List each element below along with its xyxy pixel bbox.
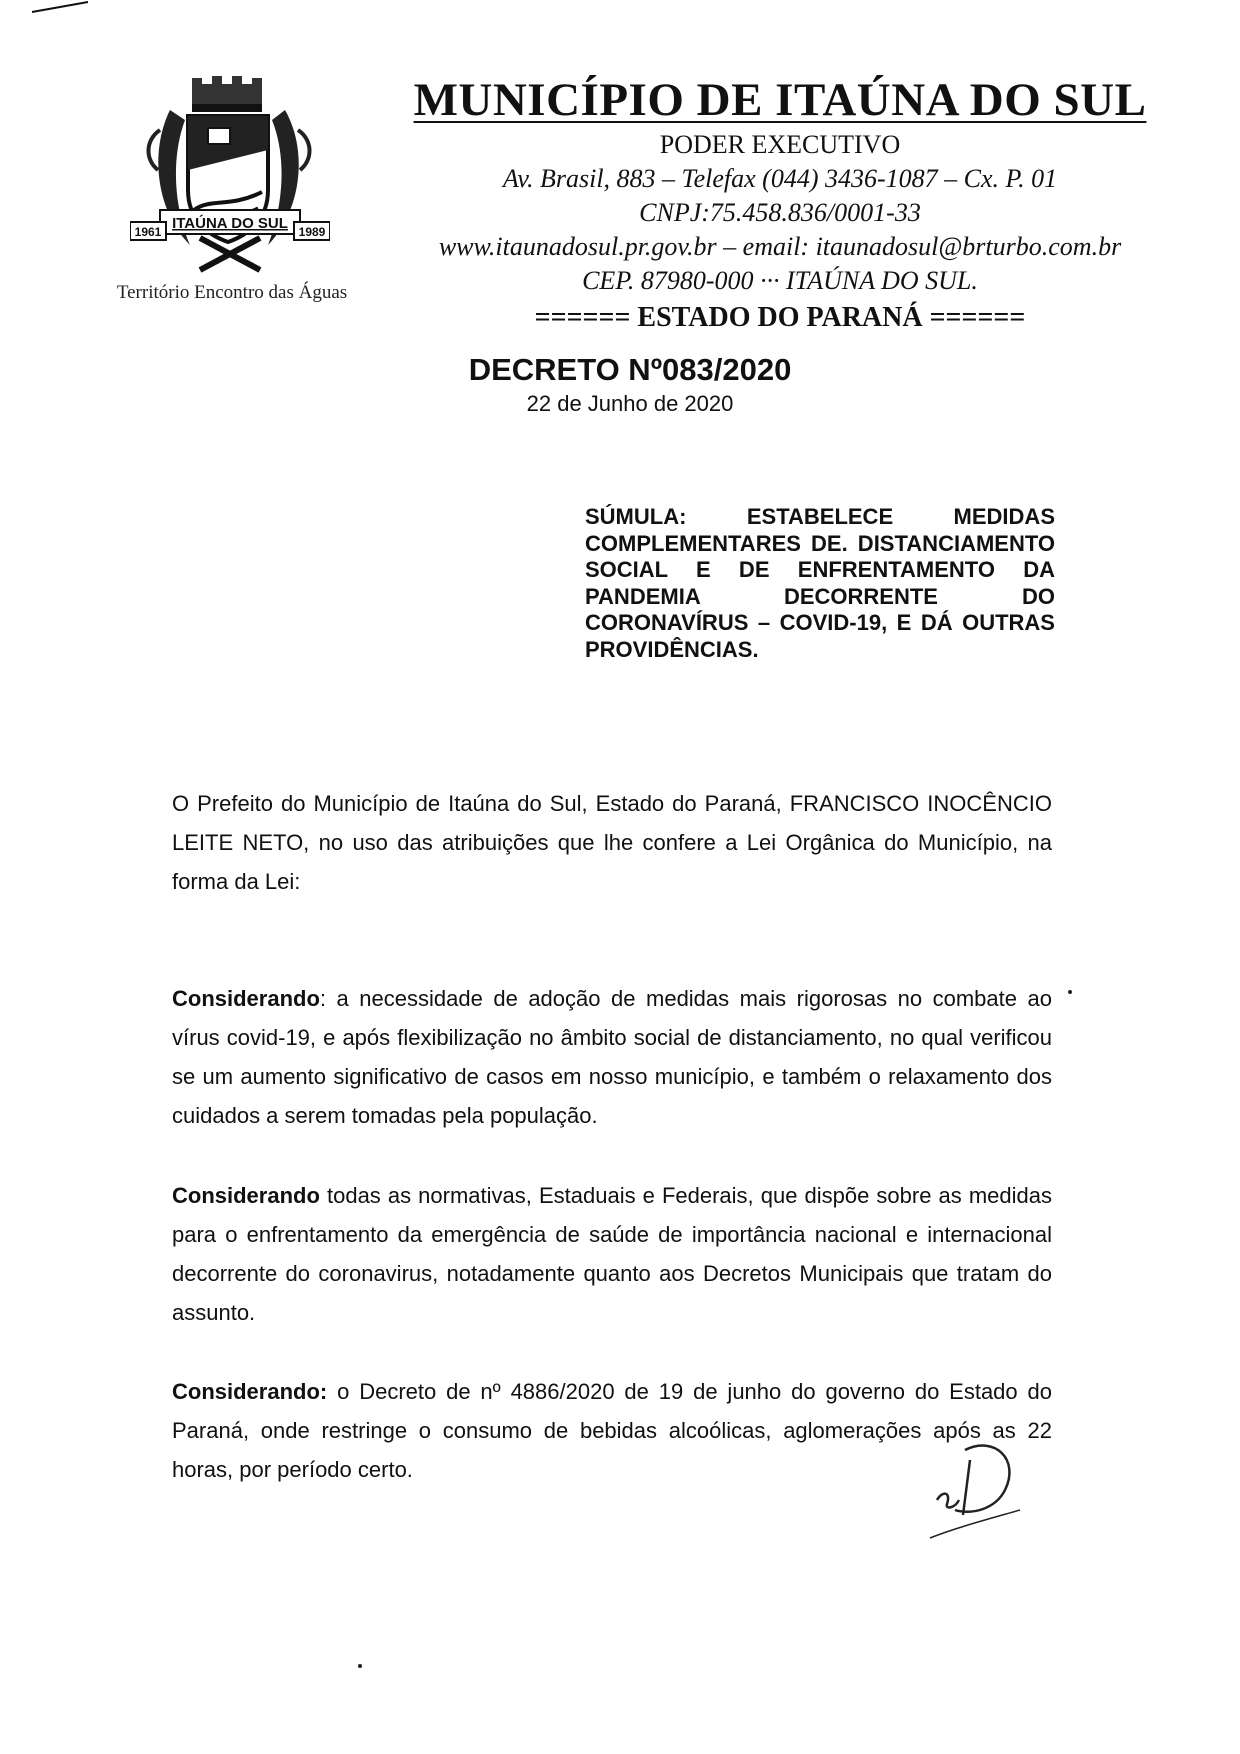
cnpj-line: CNPJ:75.458.836/0001-33	[639, 198, 921, 227]
municipal-coat-of-arms	[130, 70, 330, 280]
considerando-text: o Decreto de nº 4886/2020 de 19 de junho do governo do Estado do Paraná, onde restringe o consumo de bebidas alcoólicas, aglomerações após as 22 horas, por período certo.	[172, 1379, 1052, 1482]
considerando-paragraph-2	[172, 1176, 1052, 1332]
crest-year-left: 1961	[134, 225, 162, 239]
cep-line: CEP. 87980-000 ··· ITAÚNA DO SUL.	[582, 266, 978, 295]
branch-name: PODER EXECUTIVO	[659, 130, 901, 159]
crest-banner-text: ITAÚNA DO SUL	[172, 215, 288, 232]
considerando-text: todas as normativas, Estaduais e Federais, que dispõe sobre as medidas para o enfrentamento da emergência de saúde de importância nacional e internacional decorrente do coronavirus, notadamente quanto aos Decretos Municipais que tratam do assunto.	[172, 1183, 1052, 1325]
address-line: Av. Brasil, 883 – Telefax (044) 3436-1087 – Cx. P. 01	[502, 164, 1058, 193]
considerando-text: : a necessidade de adoção de medidas mais rigorosas no combate ao vírus covid-19, e após flexibilização no âmbito social de distanciamento, no qual verificou se um aumento significativo de casos em nosso município, e também o relaxamento dos cuidados a serem tomadas pela população.	[172, 986, 1052, 1128]
decree-date: 22 de Junho de 2020	[526, 391, 734, 416]
considerando-paragraph-3	[172, 1372, 1052, 1489]
decree-title: DECRETO Nº083/2020	[468, 352, 792, 387]
letterhead	[330, 72, 1230, 338]
scan-corner-mark	[30, 0, 90, 14]
scan-speck	[358, 1664, 362, 1668]
considerando-label: Considerando	[172, 986, 320, 1011]
crest-year-right: 1989	[298, 225, 326, 239]
considerando-label: Considerando	[172, 1183, 320, 1208]
considerando-paragraph-1	[172, 979, 1052, 1135]
intro-paragraph: O Prefeito do Município de Itaúna do Sul, Estado do Paraná, FRANCISCO INOCÊNCIO LEITE NETO, no uso das atribuições que lhe confere a Lei Orgânica do Município, na forma da Lei:	[172, 791, 1052, 894]
state-line: ====== ESTADO DO PARANÁ ======	[534, 302, 1026, 333]
crest-caption: Território Encontro das Águas	[116, 282, 348, 303]
municipality-title: MUNICÍPIO DE ITAÚNA DO SUL	[413, 74, 1147, 126]
considerando-label: Considerando:	[172, 1379, 328, 1404]
scan-speck	[1068, 990, 1072, 994]
decree-summary: SÚMULA: ESTABELECE MEDIDAS COMPLEMENTARES DE. DISTANCIAMENTO SOCIAL E DE ENFRENTAMENTO DA PANDEMIA DECORRENTE DO CORONAVÍRUS – COVID-19, E DÁ OUTRAS PROVIDÊNCIAS.	[585, 504, 1055, 662]
handwritten-initials	[925, 1430, 1025, 1540]
web-email-line: www.itaunadosul.pr.gov.br – email: itaunadosul@brturbo.com.br	[438, 232, 1122, 261]
